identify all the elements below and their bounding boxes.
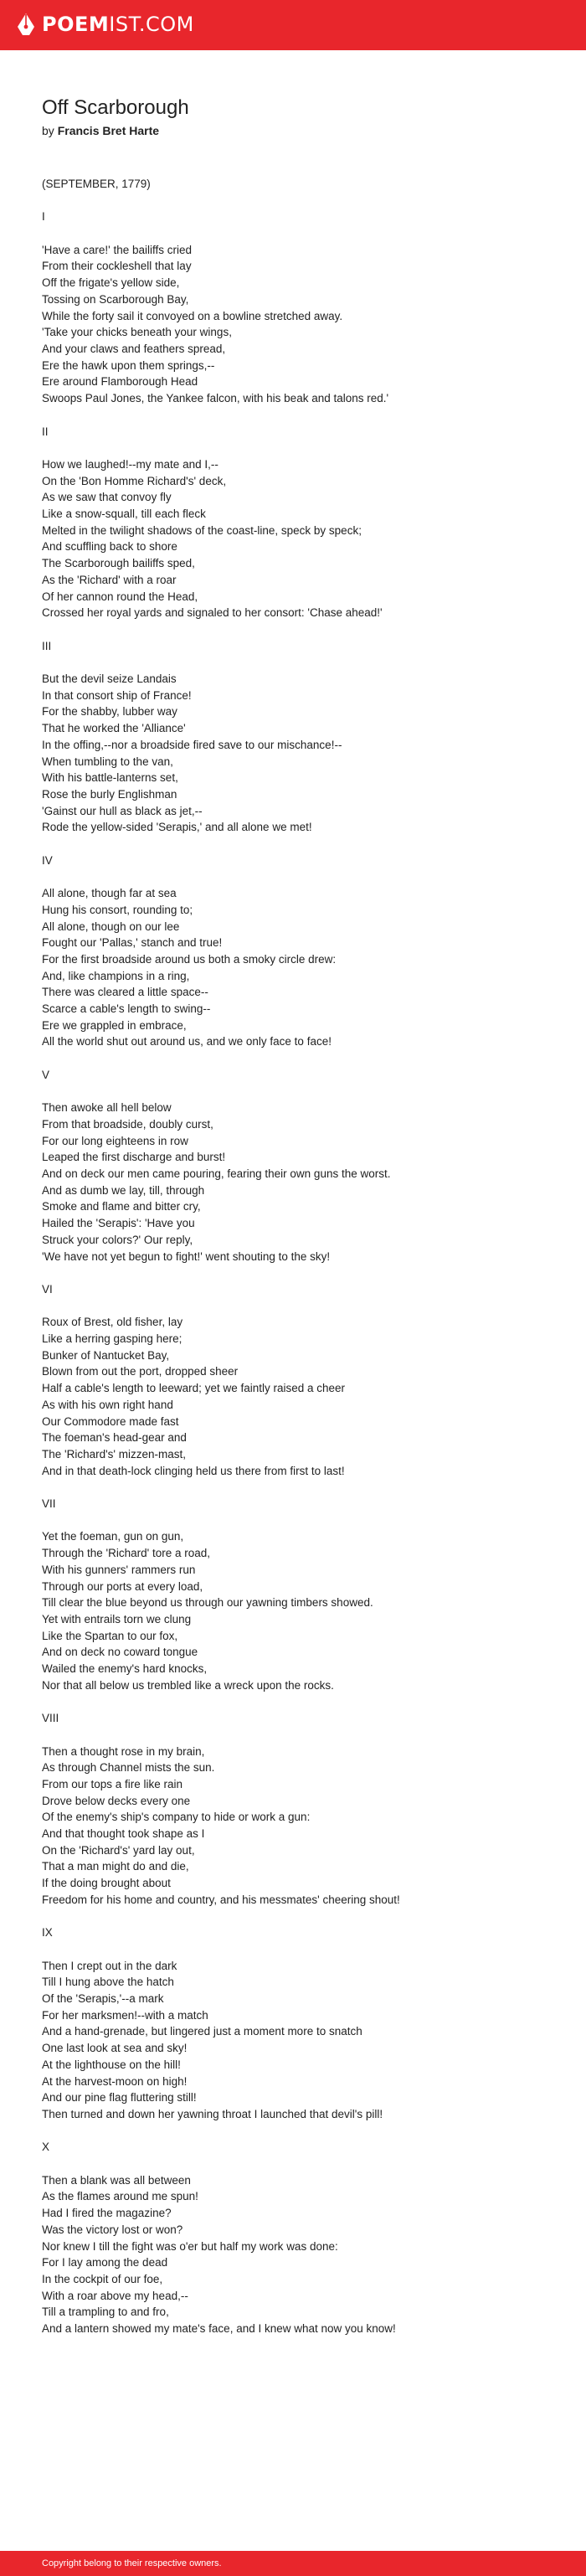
- poem-line: And as dumb we lay, till, through: [42, 1183, 205, 1197]
- poem-line: Hailed the 'Serapis': 'Have you: [42, 1217, 195, 1230]
- poem-line: Like a herring gasping here;: [42, 1332, 182, 1346]
- stanza-break: [42, 1727, 553, 1744]
- poem-line: Leaped the first discharge and burst!: [42, 1151, 226, 1164]
- poem-line: Nor knew I till the fight was o'er but half my work was done:: [42, 2239, 338, 2253]
- poem-line: The foeman's head-gear and: [42, 1431, 187, 1445]
- poem-line: In that consort ship of France!: [42, 688, 192, 702]
- poem-content: [42, 95, 553, 2337]
- poem-line: Then a blank was all between: [42, 2173, 191, 2187]
- poem-line: Off the frigate's yellow side,: [42, 276, 180, 290]
- stanza-break: [42, 1512, 553, 1529]
- poem-line: Till a trampling to and fro,: [42, 2306, 169, 2319]
- stanza-break: [42, 1941, 553, 1958]
- poem-line: VIII: [42, 1712, 59, 1725]
- brand-light: IST.COM: [109, 13, 194, 36]
- poem-line: As the flames around me spun!: [42, 2190, 198, 2203]
- poem-line: Till I hung above the hatch: [42, 1976, 174, 1989]
- poem-line: Like the Spartan to our fox,: [42, 1629, 178, 1642]
- poem-line: 'Have a care!' the bailiffs cried: [42, 243, 192, 256]
- poem-line: Roux of Brest, old fisher, lay: [42, 1316, 183, 1329]
- poem-line: Struck your colors?' Our reply,: [42, 1233, 193, 1246]
- poem-line: Then a thought rose in my brain,: [42, 1744, 205, 1758]
- poem-line: With a roar above my head,--: [42, 2289, 188, 2302]
- poem-line: Ere the hawk upon them springs,--: [42, 358, 215, 372]
- brand-bold: POEM: [42, 13, 110, 36]
- poem-line: One last look at sea and sky!: [42, 2042, 188, 2055]
- poem-line: 'Gainst our hull as black as jet,--: [42, 804, 203, 817]
- poem-line: Then I crept out in the dark: [42, 1959, 177, 1972]
- poem-line: That a man might do and die,: [42, 1860, 189, 1873]
- poem-line: Till clear the blue beyond us through our yawning timbers showed.: [42, 1596, 373, 1610]
- stanza-break: [42, 2156, 553, 2172]
- top-bar: [0, 0, 586, 50]
- poem-line: Our Commodore made fast: [42, 1414, 179, 1428]
- stanza-break: [42, 1693, 553, 1710]
- poem-line: For her marksmen!--with a match: [42, 2008, 208, 2022]
- poem-line: Freedom for his home and country, and his messmates' cheering shout!: [42, 1893, 400, 1906]
- poem-line: Of the enemy's ship's company to hide or work a gun:: [42, 1811, 311, 1824]
- site-logo[interactable]: [17, 13, 194, 36]
- pen-nib-icon: [17, 13, 35, 36]
- poem-line: That he worked the 'Alliance': [42, 722, 186, 735]
- poem-line: With his gunners' rammers run: [42, 1563, 196, 1576]
- poem-line: The Scarborough bailiffs sped,: [42, 557, 195, 570]
- poem-line: Wailed the enemy's hard knocks,: [42, 1662, 208, 1676]
- poem-line: And that thought took shape as I: [42, 1827, 205, 1841]
- poem-line: II: [42, 425, 49, 438]
- poem-line: If the doing brought about: [42, 1877, 171, 1890]
- poem-line: But the devil seize Landais: [42, 672, 177, 685]
- poem-line: There was cleared a little space--: [42, 986, 208, 999]
- poem-line: (SEPTEMBER, 1779): [42, 178, 151, 190]
- poem-line: And on deck no coward tongue: [42, 1646, 198, 1659]
- poem-line: From that broadside, doubly curst,: [42, 1117, 213, 1131]
- poem-line: From their cockleshell that lay: [42, 260, 192, 273]
- poem-line: Blown from out the port, dropped sheer: [42, 1365, 239, 1378]
- poem-line: How we laughed!--my mate and I,--: [42, 457, 218, 471]
- stanza-break: [42, 868, 553, 885]
- poem-line: When tumbling to the van,: [42, 755, 173, 768]
- poem-line: All alone, though on our lee: [42, 920, 180, 933]
- poem-line: Half a cable's length to leeward; yet we faintly raised a cheer: [42, 1382, 346, 1395]
- stanza-break: [42, 1084, 553, 1100]
- poem-line: On the 'Bon Homme Richard's' deck,: [42, 474, 227, 487]
- poem-line: All alone, though far at sea: [42, 887, 177, 900]
- byline: [42, 122, 553, 139]
- stanza-break: [42, 1050, 553, 1067]
- poem-line: As we saw that convoy fly: [42, 491, 172, 504]
- poem-line: Ere we grappled in embrace,: [42, 1018, 187, 1032]
- poem-line: And scuffling back to shore: [42, 540, 177, 554]
- footer-bar: [0, 2551, 586, 2576]
- site-logo-text: [42, 13, 194, 36]
- poem-line: Hung his consort, rounding to;: [42, 903, 193, 916]
- poem-line: On the 'Richard's' yard lay out,: [42, 1843, 195, 1857]
- poem-line: 'We have not yet begun to fight!' went shouting to the sky!: [42, 1249, 331, 1263]
- poem-line: Tossing on Scarborough Bay,: [42, 292, 189, 306]
- stanza-break: [42, 1909, 553, 1925]
- poem-line: And your claws and feathers spread,: [42, 343, 226, 355]
- poem-line: Drove below decks every one: [42, 1794, 191, 1807]
- poem-line: Rode the yellow-sided 'Serapis,' and all alone we met!: [42, 821, 312, 834]
- poem-line: For the first broadside around us both a smoky circle drew:: [42, 952, 337, 966]
- poem-line: Yet with entrails torn we clung: [42, 1612, 192, 1625]
- poem-line: III: [42, 639, 52, 652]
- poem-line: Scarce a cable's length to swing--: [42, 1002, 211, 1016]
- stanza-break: [42, 1298, 553, 1315]
- stanza-break: [42, 621, 553, 638]
- poem-line: Nor that all below us trembled like a wreck upon the rocks.: [42, 1678, 334, 1692]
- author-link[interactable]: Francis Bret Harte: [57, 124, 160, 137]
- stanza-break: [42, 836, 553, 853]
- poem-line: With his battle-lanterns set,: [42, 771, 178, 785]
- poem-line: I: [42, 210, 45, 224]
- poem-line: 'Take your chicks beneath your wings,: [42, 326, 232, 339]
- poem-line: And on deck our men came pouring, fearing their own guns the worst.: [42, 1167, 391, 1181]
- poem-line: At the harvest-moon on high!: [42, 2074, 188, 2088]
- poem-line: As with his own right hand: [42, 1398, 173, 1411]
- poem-line: Smoke and flame and bitter cry,: [42, 1200, 201, 1213]
- poem-line: From our tops a fire like rain: [42, 1777, 183, 1790]
- stanza-break: [42, 407, 553, 424]
- poem-line: While the forty sail it convoyed on a bowline stretched away.: [42, 309, 343, 322]
- poem-line: Had I fired the magazine?: [42, 2207, 172, 2220]
- poem-line: At the lighthouse on the hill!: [42, 2058, 181, 2071]
- poem-line: The 'Richard's' mizzen-mast,: [42, 1447, 187, 1461]
- poem-line: In the offing,--nor a broadside fired save to our mischance!--: [42, 738, 342, 751]
- poem-line: Crossed her royal yards and signaled to her consort: 'Chase ahead!': [42, 606, 383, 620]
- poem-line: Yet the foeman, gun on gun,: [42, 1530, 184, 1543]
- stanza-break: [42, 2123, 553, 2140]
- poem-line: IX: [42, 1926, 53, 1940]
- poem-line: Like a snow-squall, till each fleck: [42, 507, 206, 520]
- poem-line: Then turned and down her yawning throat I launched that devil's pill!: [42, 2107, 383, 2120]
- poem-line: Bunker of Nantucket Bay,: [42, 1348, 170, 1362]
- byline-prefix: by: [42, 124, 54, 137]
- copyright-text: Copyright belong to their respective owners.: [42, 2558, 222, 2568]
- poem-line: Of the 'Serapis,'--a mark: [42, 1992, 164, 2006]
- stanza-break: [42, 440, 553, 456]
- poem-line: Melted in the twilight shadows of the coast-line, speck by speck;: [42, 523, 362, 537]
- poem-line: As the 'Richard' with a roar: [42, 573, 177, 586]
- poem-line: For our long eighteens in row: [42, 1134, 188, 1147]
- poem-line: Rose the burly Englishman: [42, 787, 177, 801]
- poem-line: V: [42, 1068, 50, 1081]
- poem-line: And, like champions in a ring,: [42, 969, 190, 982]
- poem-title: Off Scarborough: [42, 96, 189, 119]
- poem-line: X: [42, 2141, 50, 2154]
- poem-line: Through our ports at every load,: [42, 1579, 203, 1593]
- poem-line: For I lay among the dead: [42, 2256, 168, 2269]
- stanza-break: [42, 225, 553, 242]
- poem-line: Then awoke all hell below: [42, 1101, 172, 1115]
- poem-line: Fought our 'Pallas,' stanch and true!: [42, 936, 223, 950]
- poem-line: Ere around Flamborough Head: [42, 375, 198, 389]
- poem-line: And a lantern showed my mate's face, and I knew what now you know!: [42, 2322, 396, 2336]
- poem-line: Of her cannon round the Head,: [42, 590, 198, 603]
- stanza-break: [42, 1479, 553, 1496]
- poem-line: In the cockpit of our foe,: [42, 2272, 163, 2285]
- poem-line: And our pine flag fluttering still!: [42, 2091, 197, 2105]
- poem-line: Was the victory lost or won?: [42, 2223, 183, 2236]
- stanza-break: [42, 1265, 553, 1281]
- poem-line: For the shabby, lubber way: [42, 705, 177, 719]
- poem-body: [42, 176, 553, 2337]
- poem-line: As through Channel mists the sun.: [42, 1761, 215, 1775]
- poem-line: Swoops Paul Jones, the Yankee falcon, with his beak and talons red.': [42, 392, 389, 405]
- stanza-break: [42, 654, 553, 671]
- poem-line: And in that death-lock clinging held us there from first to last!: [42, 1464, 345, 1477]
- poem-line: All the world shut out around us, and we only face to face!: [42, 1035, 332, 1048]
- poem-line: VI: [42, 1282, 53, 1296]
- stanza-break: [42, 193, 553, 209]
- poem-line: IV: [42, 853, 53, 867]
- poem-line: And a hand-grenade, but lingered just a moment more to snatch: [42, 2025, 362, 2038]
- poem-line: Through the 'Richard' tore a road,: [42, 1547, 211, 1560]
- poem-line: VII: [42, 1497, 56, 1511]
